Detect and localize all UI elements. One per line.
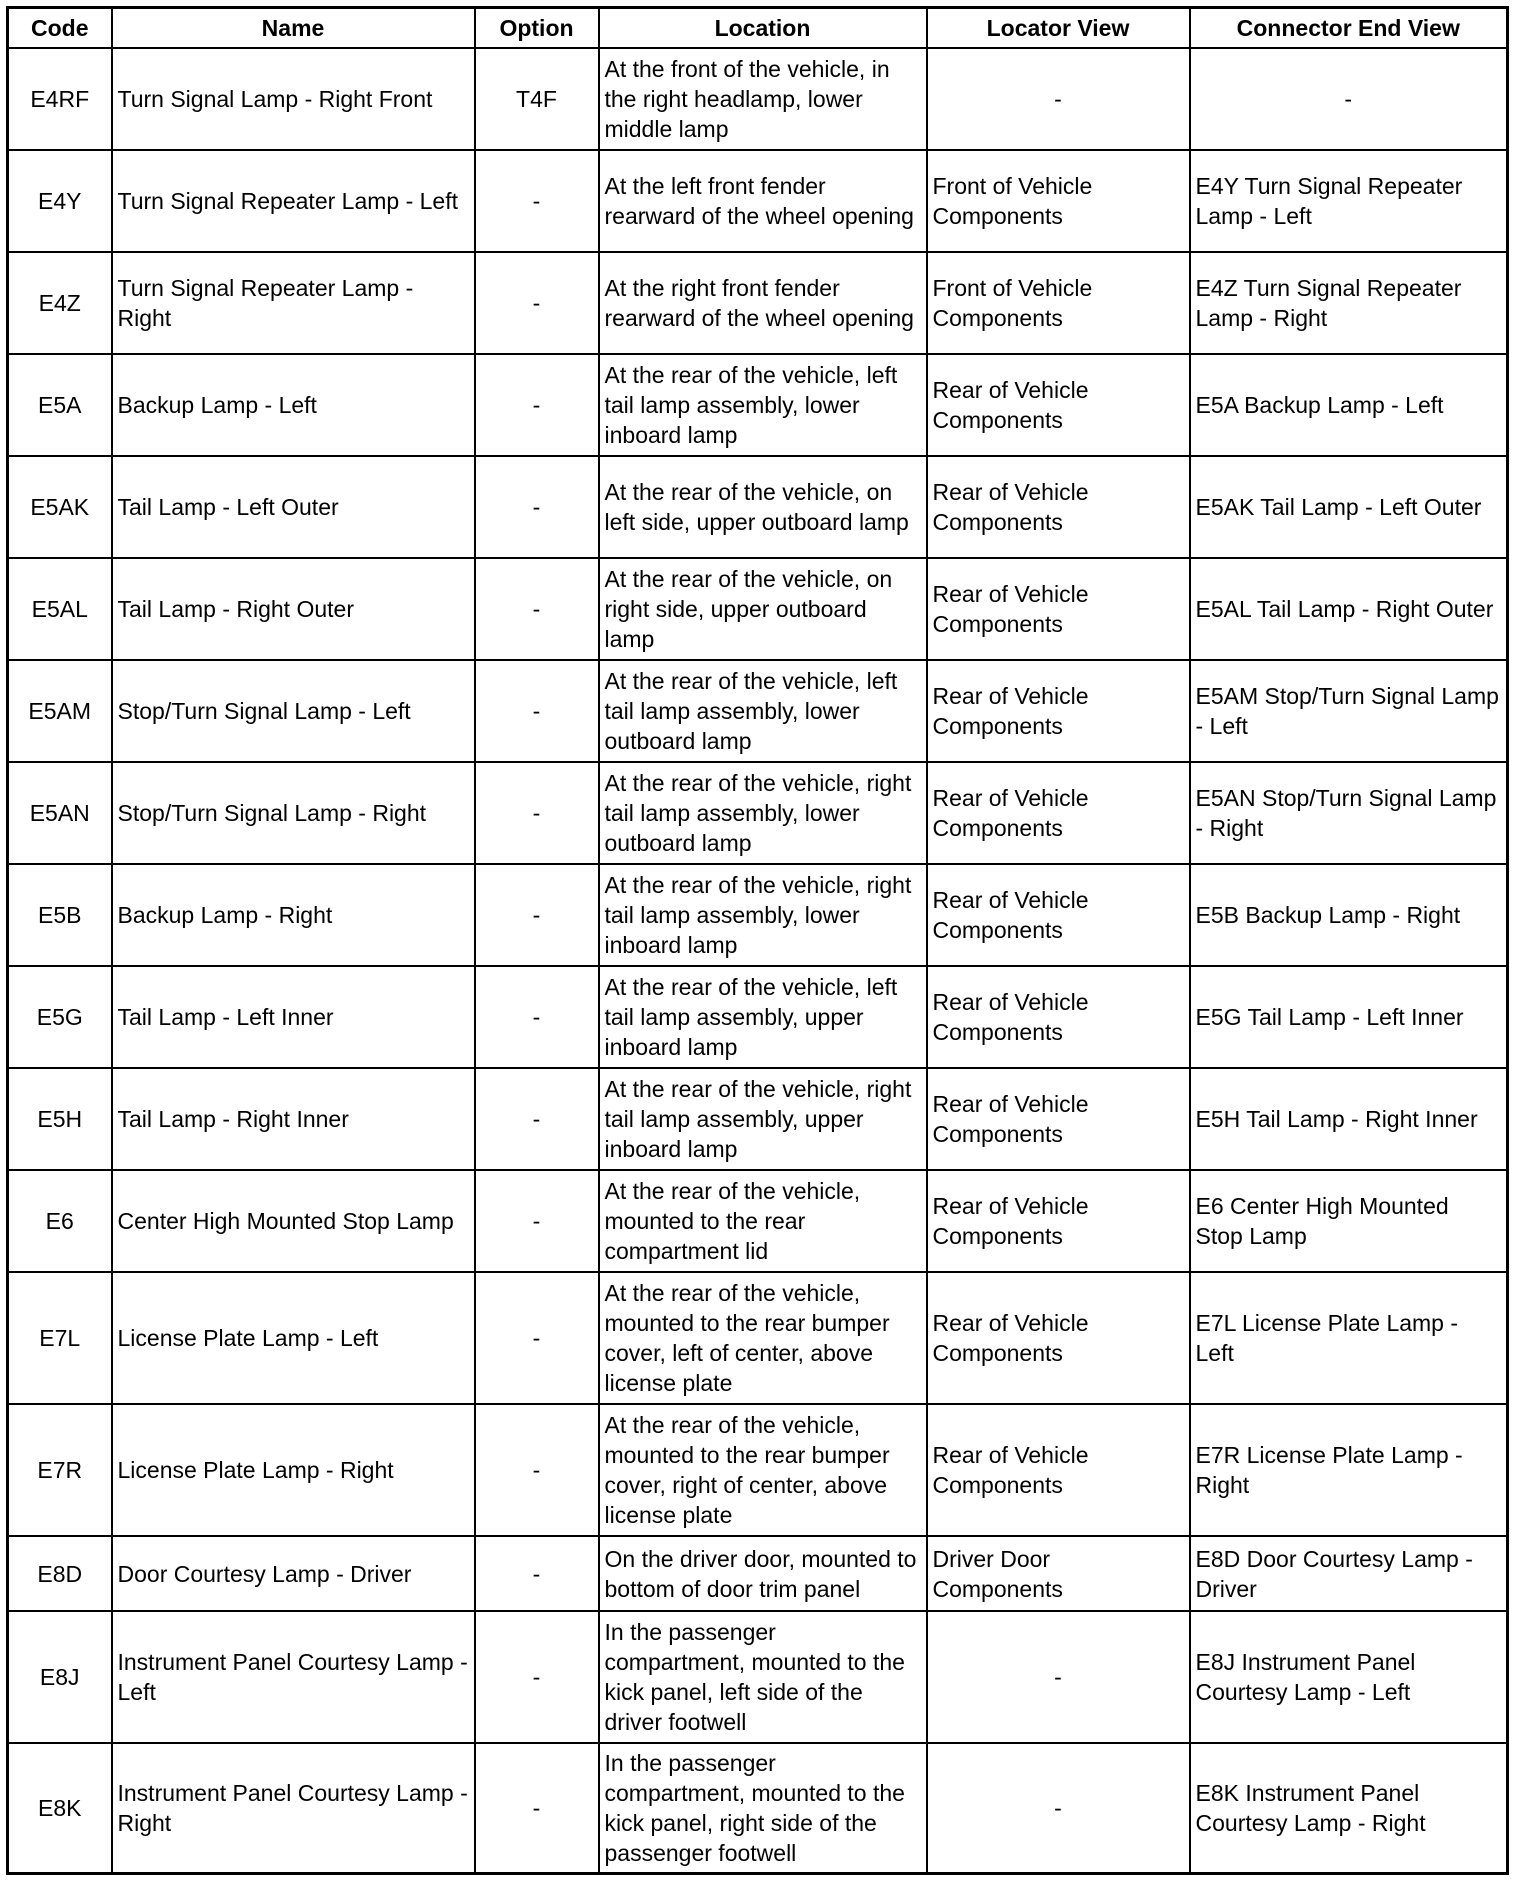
header-locator-view: Locator View [927,8,1190,49]
cell-location: At the rear of the vehicle, left tail lamp assembly, lower inboard lamp [599,354,927,456]
cell-locator-view: Rear of Vehicle Components [927,660,1190,762]
cell-location: In the passenger compartment, mounted to the kick panel, left side of the driver footwell [599,1611,927,1743]
cell-name: Backup Lamp - Left [112,354,475,456]
cell-connector-end-view: E5AN Stop/Turn Signal Lamp - Right [1190,762,1508,864]
cell-location: At the rear of the vehicle, left tail lamp assembly, upper inboard lamp [599,966,927,1068]
cell-locator-view: Rear of Vehicle Components [927,1404,1190,1536]
cell-connector-end-view: E6 Center High Mounted Stop Lamp [1190,1170,1508,1272]
cell-name: Stop/Turn Signal Lamp - Left [112,660,475,762]
cell-code: E8K [8,1743,112,1873]
cell-connector-end-view: E5AM Stop/Turn Signal Lamp - Left [1190,660,1508,762]
cell-name: License Plate Lamp - Left [112,1272,475,1404]
table-row [8,1404,1508,1536]
table-row [8,966,1508,1068]
cell-location: In the passenger compartment, mounted to the kick panel, right side of the passenger footwell [599,1743,927,1873]
cell-locator-view: Rear of Vehicle Components [927,354,1190,456]
cell-option: - [475,456,599,558]
cell-connector-end-view: - [1190,48,1508,150]
cell-option: - [475,150,599,252]
cell-locator-view: Rear of Vehicle Components [927,864,1190,966]
cell-location: At the rear of the vehicle, right tail lamp assembly, upper inboard lamp [599,1068,927,1170]
cell-name: Stop/Turn Signal Lamp - Right [112,762,475,864]
cell-location: At the rear of the vehicle, on right side, upper outboard lamp [599,558,927,660]
cell-option: - [475,1272,599,1404]
cell-code: E5AK [8,456,112,558]
cell-code: E7R [8,1404,112,1536]
header-code: Code [8,8,112,49]
cell-option: - [475,1170,599,1272]
cell-name: Tail Lamp - Right Outer [112,558,475,660]
cell-locator-view: Rear of Vehicle Components [927,1170,1190,1272]
cell-location: At the front of the vehicle, in the right headlamp, lower middle lamp [599,48,927,150]
cell-location: At the right front fender rearward of the wheel opening [599,252,927,354]
cell-locator-view: Driver Door Components [927,1536,1190,1611]
cell-location: On the driver door, mounted to bottom of door trim panel [599,1536,927,1611]
table-row [8,48,1508,150]
cell-location: At the left front fender rearward of the wheel opening [599,150,927,252]
cell-code: E5AM [8,660,112,762]
cell-option: - [475,1536,599,1611]
cell-location: At the rear of the vehicle, on left side, upper outboard lamp [599,456,927,558]
cell-code: E4RF [8,48,112,150]
cell-location: At the rear of the vehicle, right tail lamp assembly, lower inboard lamp [599,864,927,966]
cell-name: Center High Mounted Stop Lamp [112,1170,475,1272]
cell-locator-view: Rear of Vehicle Components [927,1068,1190,1170]
cell-connector-end-view: E7R License Plate Lamp - Right [1190,1404,1508,1536]
cell-connector-end-view: E5A Backup Lamp - Left [1190,354,1508,456]
header-location: Location [599,8,927,49]
table-row [8,558,1508,660]
cell-locator-view: Front of Vehicle Components [927,252,1190,354]
table-row [8,1272,1508,1404]
table-row [8,1170,1508,1272]
cell-name: Instrument Panel Courtesy Lamp - Right [112,1743,475,1873]
cell-location: At the rear of the vehicle, mounted to the rear bumper cover, right of center, above license plate [599,1404,927,1536]
table-row [8,456,1508,558]
table-row [8,660,1508,762]
cell-locator-view: - [927,48,1190,150]
cell-code: E4Z [8,252,112,354]
cell-connector-end-view: E5AK Tail Lamp - Left Outer [1190,456,1508,558]
cell-code: E5G [8,966,112,1068]
cell-code: E8J [8,1611,112,1743]
table-row [8,864,1508,966]
cell-connector-end-view: E5AL Tail Lamp - Right Outer [1190,558,1508,660]
cell-name: Tail Lamp - Right Inner [112,1068,475,1170]
cell-option: - [475,762,599,864]
table-row [8,1068,1508,1170]
cell-option: - [475,660,599,762]
cell-connector-end-view: E4Y Turn Signal Repeater Lamp - Left [1190,150,1508,252]
cell-connector-end-view: E7L License Plate Lamp - Left [1190,1272,1508,1404]
cell-code: E8D [8,1536,112,1611]
cell-locator-view: - [927,1743,1190,1873]
header-option: Option [475,8,599,49]
table-row [8,1536,1508,1611]
cell-option: - [475,1404,599,1536]
cell-name: Instrument Panel Courtesy Lamp - Left [112,1611,475,1743]
cell-code: E7L [8,1272,112,1404]
table-row [8,762,1508,864]
table-row [8,252,1508,354]
cell-locator-view: Rear of Vehicle Components [927,456,1190,558]
cell-locator-view: Rear of Vehicle Components [927,1272,1190,1404]
cell-locator-view: - [927,1611,1190,1743]
cell-locator-view: Rear of Vehicle Components [927,762,1190,864]
cell-option: - [475,558,599,660]
cell-option: - [475,252,599,354]
cell-option: T4F [475,48,599,150]
cell-name: Turn Signal Repeater Lamp - Left [112,150,475,252]
cell-name: Turn Signal Lamp - Right Front [112,48,475,150]
component-locator-table [6,6,1509,1875]
cell-code: E5AN [8,762,112,864]
cell-locator-view: Rear of Vehicle Components [927,558,1190,660]
cell-location: At the rear of the vehicle, mounted to the rear bumper cover, left of center, above license plate [599,1272,927,1404]
cell-option: - [475,864,599,966]
header-row [8,8,1508,49]
cell-location: At the rear of the vehicle, left tail lamp assembly, lower outboard lamp [599,660,927,762]
cell-code: E5B [8,864,112,966]
cell-connector-end-view: E4Z Turn Signal Repeater Lamp - Right [1190,252,1508,354]
table-row [8,1611,1508,1743]
cell-connector-end-view: E8J Instrument Panel Courtesy Lamp - Left [1190,1611,1508,1743]
cell-name: Door Courtesy Lamp - Driver [112,1536,475,1611]
cell-name: License Plate Lamp - Right [112,1404,475,1536]
table-row [8,354,1508,456]
cell-option: - [475,1611,599,1743]
cell-option: - [475,1068,599,1170]
cell-code: E5AL [8,558,112,660]
cell-connector-end-view: E5G Tail Lamp - Left Inner [1190,966,1508,1068]
cell-locator-view: Front of Vehicle Components [927,150,1190,252]
cell-option: - [475,966,599,1068]
cell-location: At the rear of the vehicle, mounted to the rear compartment lid [599,1170,927,1272]
cell-code: E6 [8,1170,112,1272]
cell-code: E4Y [8,150,112,252]
cell-name: Tail Lamp - Left Inner [112,966,475,1068]
cell-connector-end-view: E5B Backup Lamp - Right [1190,864,1508,966]
cell-connector-end-view: E8D Door Courtesy Lamp - Driver [1190,1536,1508,1611]
cell-option: - [475,354,599,456]
cell-connector-end-view: E8K Instrument Panel Courtesy Lamp - Right [1190,1743,1508,1873]
header-connector-end-view: Connector End View [1190,8,1508,49]
cell-option: - [475,1743,599,1873]
header-name: Name [112,8,475,49]
table-row [8,150,1508,252]
cell-code: E5A [8,354,112,456]
cell-name: Turn Signal Repeater Lamp - Right [112,252,475,354]
cell-name: Tail Lamp - Left Outer [112,456,475,558]
cell-locator-view: Rear of Vehicle Components [927,966,1190,1068]
cell-code: E5H [8,1068,112,1170]
cell-connector-end-view: E5H Tail Lamp - Right Inner [1190,1068,1508,1170]
cell-location: At the rear of the vehicle, right tail lamp assembly, lower outboard lamp [599,762,927,864]
cell-name: Backup Lamp - Right [112,864,475,966]
table-row [8,1743,1508,1873]
